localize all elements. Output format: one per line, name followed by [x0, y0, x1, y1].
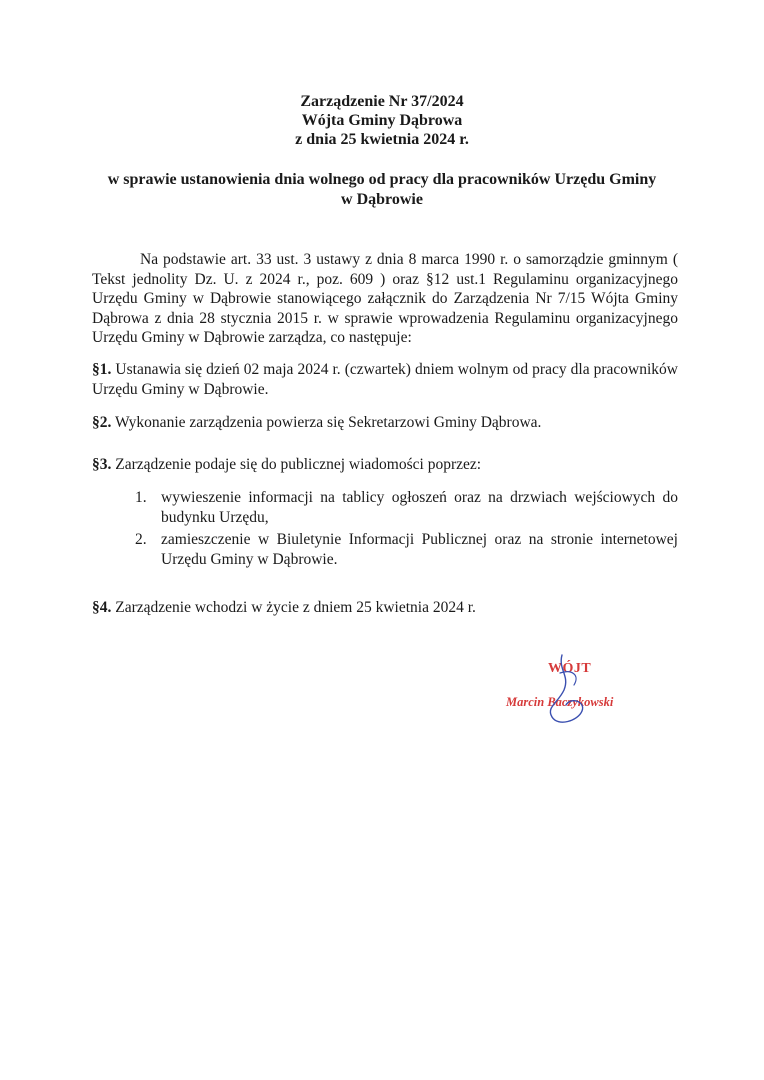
header-title: Zarządzenie Nr 37/2024: [300, 93, 464, 110]
list-item-text: zamieszczenie w Biuletynie Informacji Publicznej oraz na stronie internetowej Urzędu Gminy w Dąbrowie.: [161, 531, 678, 568]
section-3-text: Zarządzenie podaje się do publicznej wiadomości poprzez:: [115, 456, 482, 473]
section-3-mark: §3.: [92, 456, 112, 473]
section-4: [92, 598, 678, 618]
signature-stamp-title: WÓJT: [548, 661, 592, 676]
list-item: [130, 530, 678, 569]
section-2: [92, 413, 678, 433]
document-header: [0, 92, 764, 149]
section-1-text: Ustanawia się dzień 02 maja 2024 r. (czwartek) dniem wolnym od pracy dla pracowników Urzędu Gminy w Dąbrowie.: [92, 361, 678, 398]
publication-list: [130, 488, 678, 572]
section-3: [92, 455, 678, 475]
section-1: [92, 360, 678, 399]
list-item-number: 1.: [135, 489, 147, 506]
section-2-text: Wykonanie zarządzenia powierza się Sekretarzowi Gminy Dąbrowa.: [114, 414, 542, 431]
signature-stamp-name: Marcin Baczykowski: [506, 695, 614, 709]
subject-line-1: w sprawie ustanowienia dnia wolnego od pracy dla pracowników Urzędu Gminy: [107, 171, 657, 188]
section-4-mark: §4.: [92, 599, 112, 616]
intro-paragraph: Na podstawie art. 33 ust. 3 ustawy z dnia 8 marca 1990 r. o samorządzie gminnym ( Tekst jednolity Dz. U. z 2024 r., poz. 609 ) oraz §12 ust.1 Regulaminu organizacyjnego Urzędu Gminy w Dąbrowie stanowiącego załącznik do Zarządzenia Nr 7/15 Wójta Gminy Dąbrowa z dnia 28 stycznia 2015 r. w sprawie wprowadzenia Regulaminu organizacyjnego Urzędu Gminy w Dąbrowie zarządza, co następuje:: [92, 251, 678, 346]
handwritten-signature-icon: [500, 645, 660, 735]
list-item-text: wywieszenie informacji na tablicy ogłoszeń oraz na drzwiach wejściowych do budynku Urzędu,: [161, 489, 678, 526]
list-item-number: 2.: [135, 531, 147, 548]
header-issuer: Wójta Gminy Dąbrowa: [301, 112, 463, 129]
section-1-mark: §1.: [92, 361, 112, 378]
section-2-mark: §2.: [92, 414, 112, 431]
subject-line-2: w Dąbrowie: [341, 191, 423, 208]
signature-block: [500, 645, 660, 735]
list-item: [130, 488, 678, 527]
document-subject: [80, 170, 684, 210]
section-4-text: Zarządzenie wchodzi w życie z dniem 25 kwietnia 2024 r.: [115, 599, 476, 616]
header-date: z dnia 25 kwietnia 2024 r.: [295, 131, 469, 148]
